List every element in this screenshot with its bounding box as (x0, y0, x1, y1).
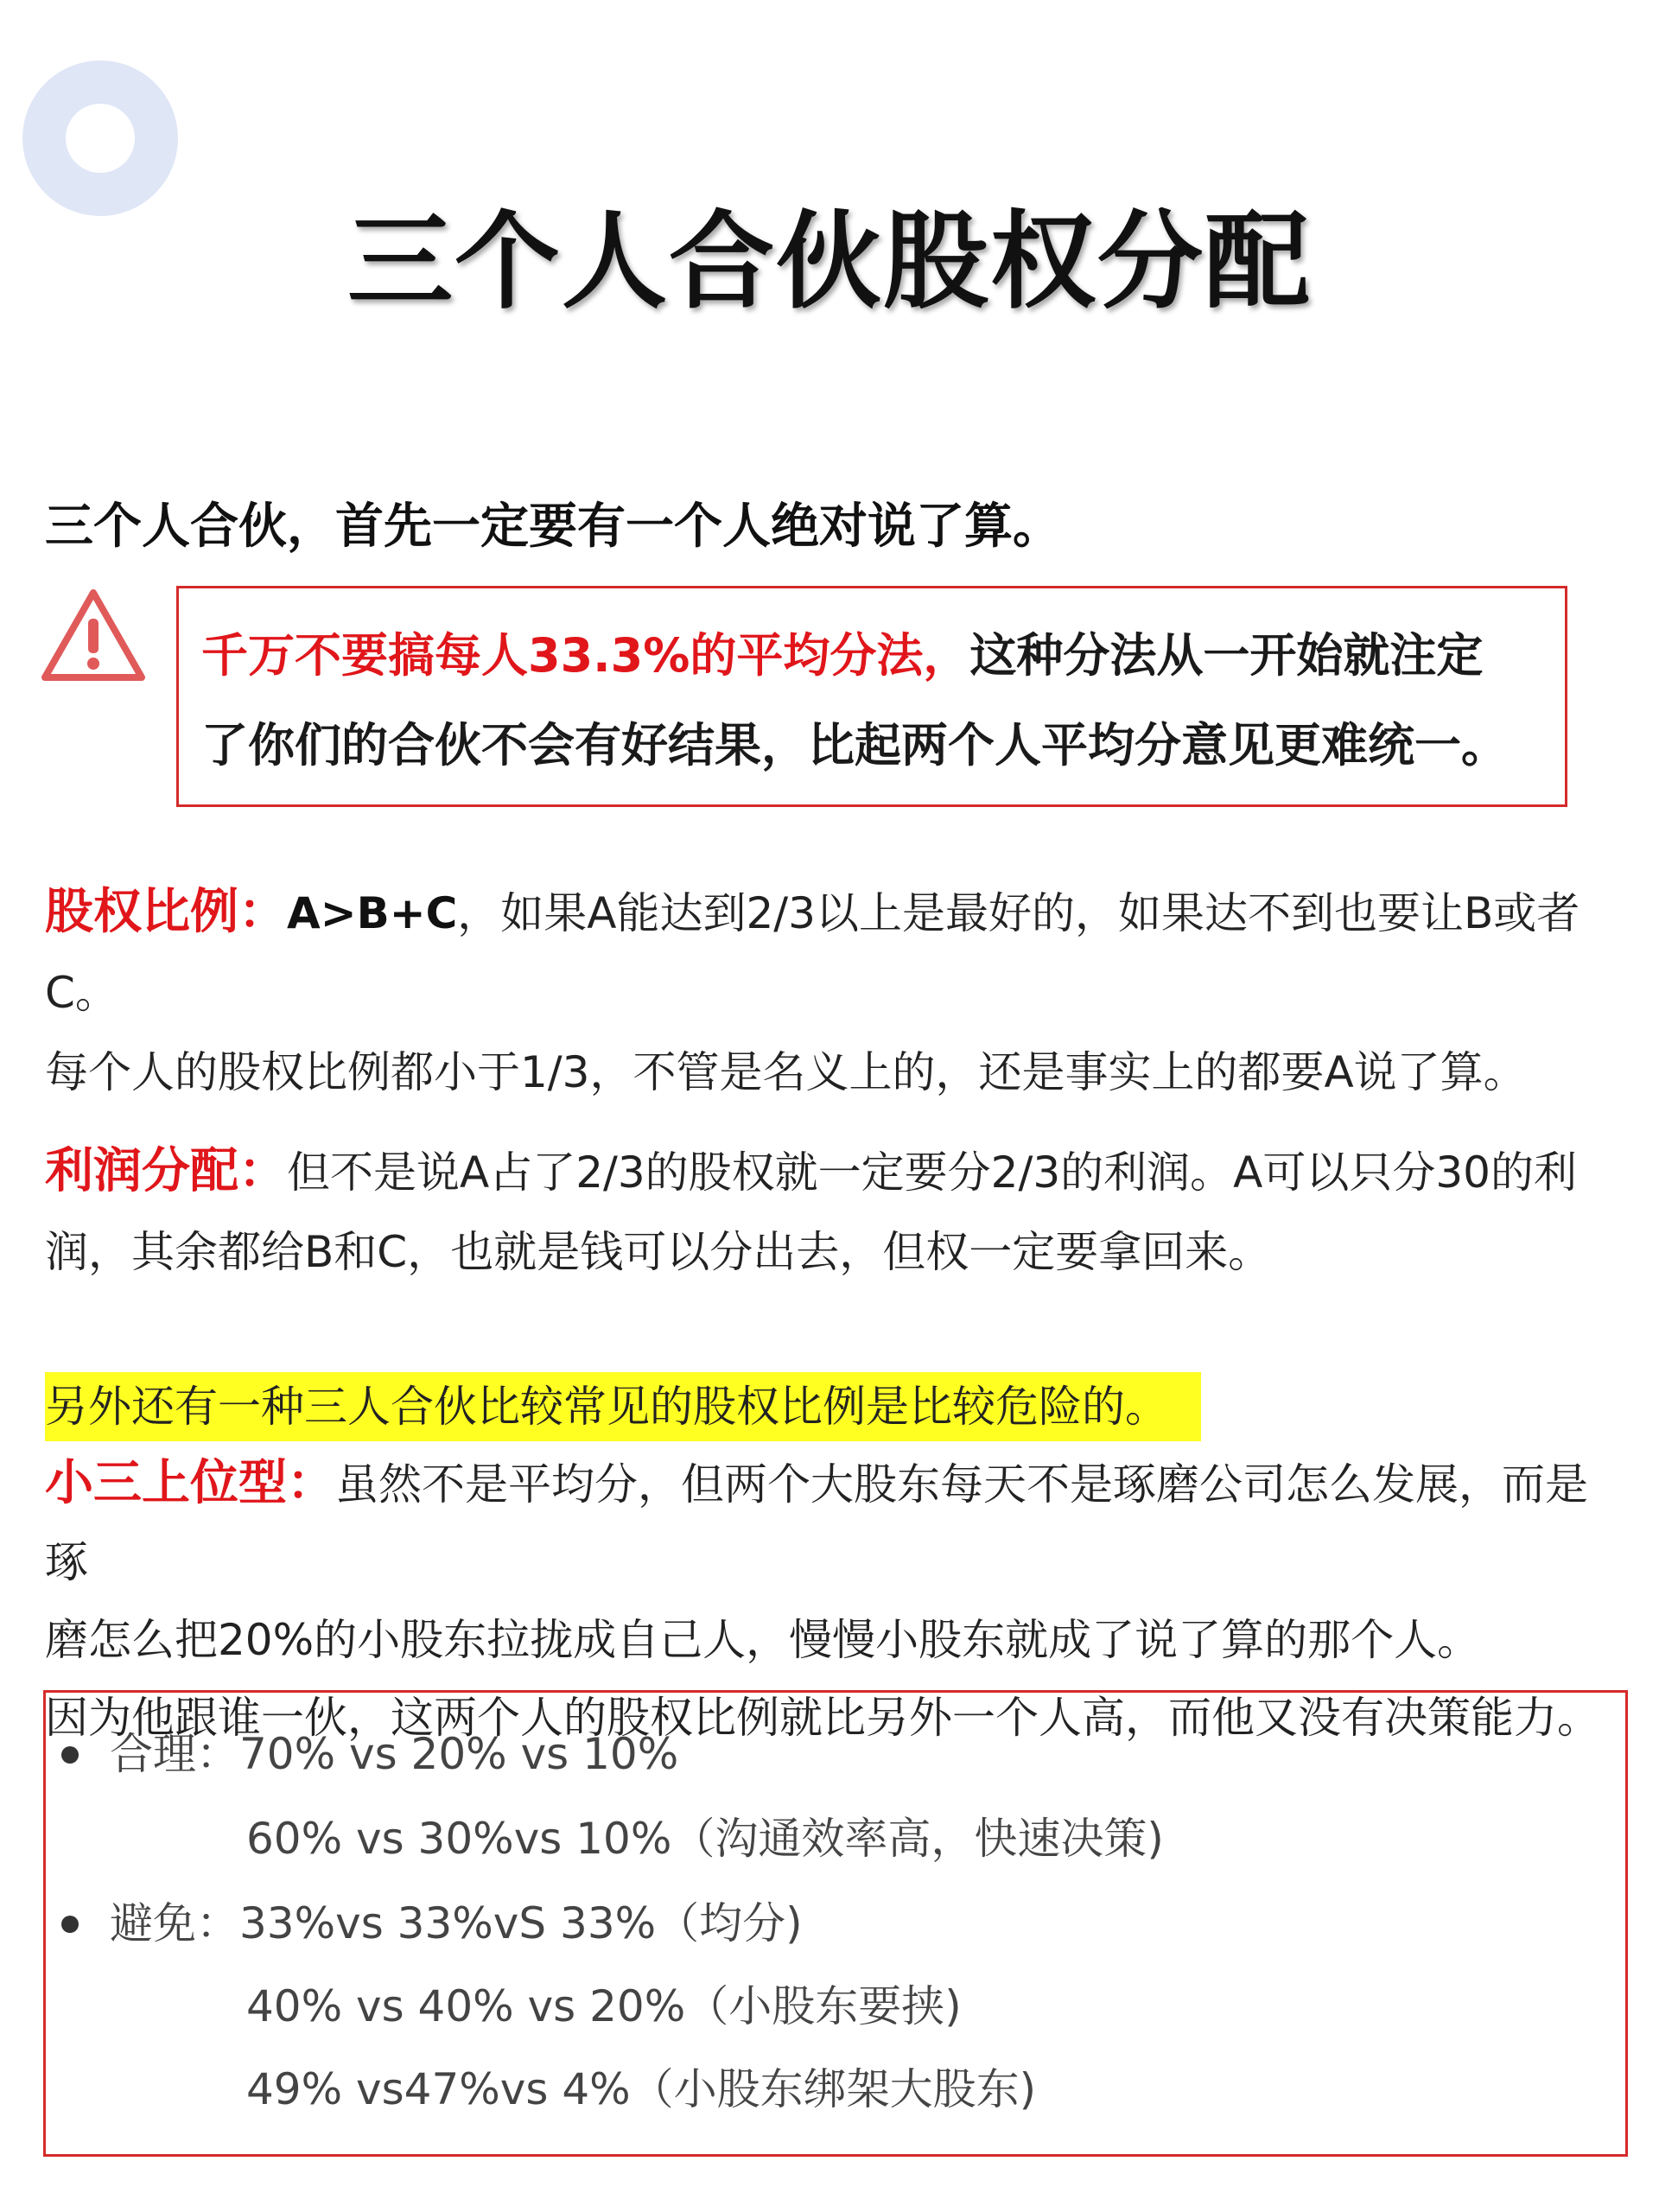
equity-line-1 (45, 873, 1626, 1033)
warning-icon (40, 586, 147, 684)
warning-red-text: 千万不要搞每人33.3%的平均分法， (201, 628, 970, 683)
profit-line-2: 润，其余都给B和C，也就是钱可以分出去，但权一定要拿回来。 (45, 1227, 1272, 1277)
equity-formula: A>B+C (287, 888, 458, 938)
warning-line-1-rest: 这种分法从一开始就注定 (969, 628, 1484, 683)
equity-line-2: 每个人的股权比例都小于1/3，不管是名义上的，还是事实上的都要A说了算。 (45, 1047, 1527, 1097)
risk-line-1 (45, 1445, 1626, 1601)
equity-label: 股权比例： (45, 884, 287, 940)
bullet-avoid (61, 1916, 79, 1933)
risk-line-2: 磨怎么把20%的小股东拉拢成自己人，慢慢小股东就成了说了算的那个人。 (45, 1615, 1481, 1665)
lead-statement: 三个人合伙，首先一定要有一个人绝对说了算。 (45, 499, 1061, 555)
risk-label: 小三上位型： (45, 1455, 335, 1511)
page-title: 三个人合伙股权分配 (347, 200, 1312, 323)
ratio-avoid-line-1 (110, 1893, 803, 1954)
profit-line-1 (45, 1132, 1626, 1212)
warning-line-1 (201, 611, 1548, 701)
equity-line-1-rest: ，如果A能达到2/3以上是最好的，如果达不到也要让B或者C。 (45, 888, 1580, 1018)
avoid-item-3: 49% vs47%vs 4%（小股东绑架大股东) (246, 2064, 1037, 2114)
reasonable-label: 合理： (110, 1729, 239, 1779)
profit-paragraph (45, 1132, 1626, 1292)
profit-line-1-text: 但不是说A占了2/3的股权就一定要分2/3的利润。A可以只分30的利 (287, 1147, 1577, 1198)
reasonable-item-1: 70% vs 20% vs 10% (239, 1729, 679, 1779)
ratio-list-box (43, 1690, 1628, 2157)
ratio-reasonable-line-1 (110, 1724, 678, 1784)
profit-label: 利润分配： (45, 1143, 287, 1199)
risk-line-1-text: 虽然不是平均分，但两个大股东每天不是琢磨公司怎么发展，而是琢 (45, 1459, 1588, 1587)
highlighted-note: 另外还有一种三人合伙比较常见的股权比例是比较危险的。 (45, 1372, 1201, 1441)
risk-line-3: 因为他跟谁一伙，这两个人的股权比例就比另外一个人高，而他又没有决策能力。 (45, 1693, 1600, 1743)
equity-paragraph (45, 873, 1626, 1112)
bullet-reasonable (61, 1746, 79, 1764)
avoid-label: 避免： (110, 1898, 239, 1948)
avoid-item-2: 40% vs 40% vs 20%（小股东要挟) (246, 1981, 962, 2031)
avoid-item-1: 33%vs 33%vS 33%（均分) (239, 1898, 803, 1948)
reasonable-item-2: 60% vs 30%vs 10%（沟通效率高，快速决策) (246, 1814, 1164, 1864)
warning-box (176, 586, 1567, 807)
warning-line-2: 了你们的合伙不会有好结果，比起两个人平均分意见更难统一。 (201, 718, 1508, 772)
